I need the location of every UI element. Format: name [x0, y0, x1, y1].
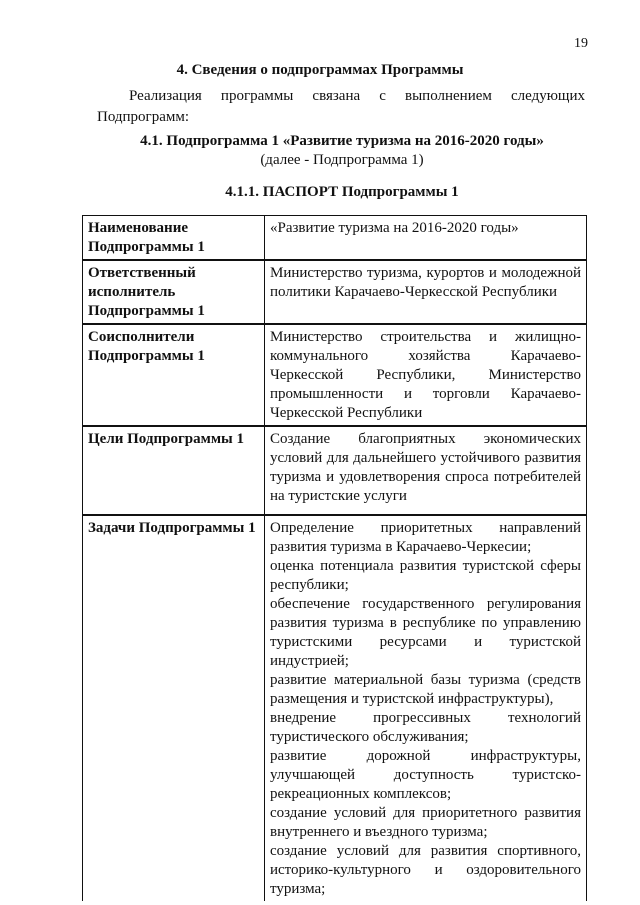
row-value-executor: Министерство туризма, курортов и молодежной политики Карачаево-Черкесской Республики	[265, 260, 587, 324]
task-item: развитие материальной базы туризма (средств размещения и туристской инфраструктуры),	[270, 672, 581, 707]
section-title: 4. Сведения о подпрограммах Программы	[176, 62, 464, 78]
task-item: создание условий для развития спортивного, историко-культурного и оздоровительного туризма;	[270, 843, 581, 897]
passport-title: 4.1.1. ПАСПОРТ Подпрограммы 1	[225, 184, 459, 200]
subprogram-title: 4.1. Подпрограмма 1 «Развитие туризма на 2016-2020 годы»	[140, 133, 544, 149]
row-label-tasks: Задачи Подпрограммы 1	[83, 515, 265, 901]
task-item: обеспечение государственного регулирования развития туризма в республике по управлению туристскими ресурсами и туристской индустрией;	[270, 596, 581, 669]
table-row	[83, 426, 587, 515]
intro-text: Реализация программы связана с выполнением следующих Подпрограмм:	[97, 88, 585, 125]
task-item: создание условий для приоритетного развития внутреннего и въездного туризма;	[270, 805, 581, 840]
row-label-name: Наименование Подпрограммы 1	[83, 216, 265, 261]
row-value-name: «Развитие туризма на 2016-2020 годы»	[265, 216, 587, 261]
page-number: 19	[574, 36, 588, 51]
task-item: Определение приоритетных направлений развития туризма в Карачаево-Черкесии;	[270, 520, 581, 555]
task-item: развитие дорожной инфраструктуры, улучшающей доступность туристско-рекреационных комплексов;	[270, 748, 581, 802]
row-value-coexecutors: Министерство строительства и жилищно-коммунального хозяйства Карачаево-Черкесской Республики, Министерство промышленности и торговли Карачаево-Черкесской Республики	[265, 324, 587, 426]
table-row	[83, 216, 587, 261]
task-item: внедрение прогрессивных технологий туристического обслуживания;	[270, 710, 581, 745]
passport-table	[82, 215, 587, 901]
task-item: оценка потенциала развития туристской сферы республики;	[270, 558, 581, 593]
row-value-goals: Создание благоприятных экономических условий для дальнейшего устойчивого развития туризма и удовлетворения спроса потребителей на туристские услуги	[265, 426, 587, 515]
row-label-executor: Ответственный исполнитель Подпрограммы 1	[83, 260, 265, 324]
row-label-goals: Цели Подпрограммы 1	[83, 426, 265, 515]
table-row	[83, 515, 587, 901]
table-row	[83, 260, 587, 324]
subprogram-note: (далее - Подпрограмма 1)	[260, 152, 424, 168]
intro-paragraph	[97, 86, 585, 128]
row-value-tasks	[265, 515, 587, 901]
table-row	[83, 324, 587, 426]
row-label-coexecutors: Соисполнители Подпрограммы 1	[83, 324, 265, 426]
